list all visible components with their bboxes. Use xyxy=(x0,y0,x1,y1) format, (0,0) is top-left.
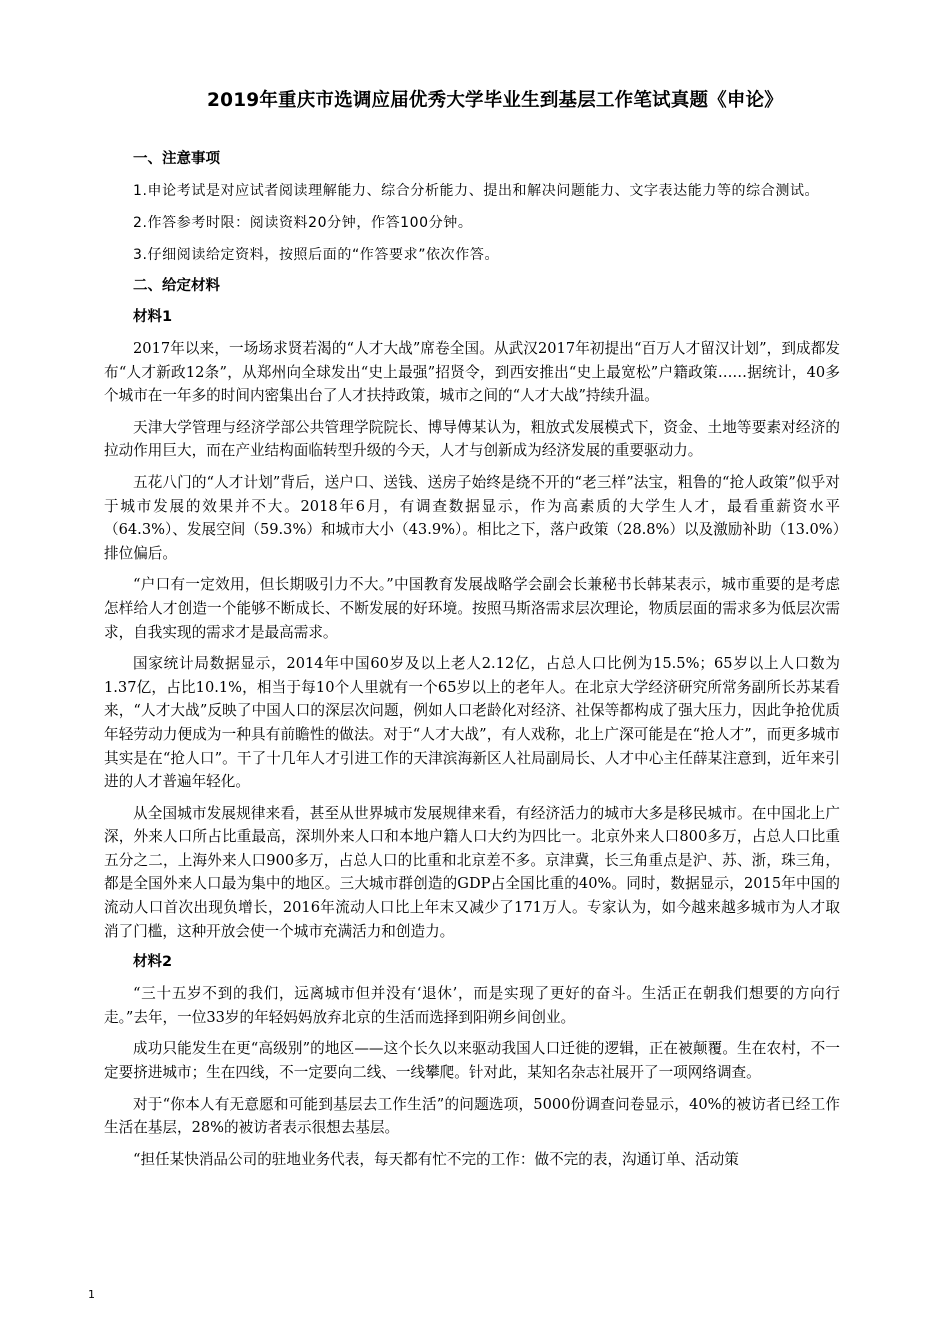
material1-paragraph: 五花八门的“人才计划”背后，送户口、送钱、送房子始终是绕不开的“老三样”法宝，粗鲁的“抢人政策”似乎对于城市发展的效果并不大。2018年6月，有调查数据显示，作为高素质的大学生人才，最看重薪资水平（64.3%）、发展空间（59.3%）和城市大小（43.9%）。相比之下，落户政策（28.8%）以及激励补助（13.0%）排位偏后。 xyxy=(104,473,840,562)
material2-paragraph: 对于“你本人有无意愿和可能到基层去工作生活”的问题选项，5000份调查问卷显示，40%的被访者已经工作生活在基层，28%的被访者表示很想去基层。 xyxy=(104,1095,840,1137)
material-heading-2: 材料2 xyxy=(133,954,173,971)
note-item: 1.申论考试是对应试者阅读理解能力、综合分析能力、提出和解决问题能力、文字表达能力等的综合测试。 xyxy=(133,183,820,199)
note-item: 3.仔细阅读给定资料，按照后面的“作答要求”依次作答。 xyxy=(133,247,500,263)
material-heading-1: 材料1 xyxy=(133,309,173,325)
section-heading-notes: 一、注意事项 xyxy=(133,151,220,167)
section-heading-materials: 二、给定材料 xyxy=(133,278,220,294)
material1-paragraph: 从全国城市发展规律来看，甚至从世界城市发展规律来看，有经济活力的城市大多是移民城市。在中国北上广深，外来人口所占比重最高，深圳外来人口和本地户籍人口大约为四比一。北京外来人口800多万，占总人口比重五分之二，上海外来人口900多万，占总人口的比重和北京差不多。京津冀，长三角重点是沪、苏、浙，珠三角，都是全国外来人口最为集中的地区。三大城市群创造的GDP占全国比重的40%。同时，数据显示，2015年中国的流动人口首次出现负增长，2016年流动人口比上年末又减少了171万人。专家认为，如今越来越多城市为人才取消了门槛，这种开放会使一个城市充满活力和创造力。 xyxy=(104,804,840,940)
material1-paragraph: 2017年以来，一场场求贤若渴的“人才大战”席卷全国。从武汉2017年初提出“百万人才留汉计划”，到成都发布“人才新政12条”，从郑州向全球发出“史上最强”招贤令，到西安推出“史上最宽松”户籍政策……据统计，40多个城市在一年多的时间内密集出台了人才扶持政策，城市之间的“人才大战”持续升温。 xyxy=(104,340,840,405)
document-body xyxy=(104,148,840,1179)
page-number: 1 xyxy=(88,1288,95,1301)
material2-paragraph: “三十五岁不到的我们，远离城市但并没有‘退休’，而是实现了更好的奋斗。生活正在朝我们想要的方向行走。”去年，一位33岁的年轻妈妈放弃北京的生活而选择到阳朔乡间创业。 xyxy=(104,985,840,1026)
material1-paragraph: “户口有一定效用，但长期吸引力不大。”中国教育发展战略学会副会长兼秘书长韩某表示，城市重要的是考虑怎样给人才创造一个能够不断成长、不断发展的好环境。按照马斯洛需求层次理论，物质层面的需求多为低层次需求，自我实现的需求才是最高需求。 xyxy=(104,576,840,641)
document-title: 2019年重庆市选调应届优秀大学毕业生到基层工作笔试真题《申论》 xyxy=(207,90,783,111)
material2-paragraph: “担任某快消品公司的驻地业务代表，每天都有忙不完的工作：做不完的表，沟通订单、活动策 xyxy=(133,1150,739,1168)
note-item: 2.作答参考时限：阅读资料20分钟，作答100分钟。 xyxy=(133,215,473,231)
material1-paragraph: 国家统计局数据显示，2014年中国60岁及以上老人2.12亿，占总人口比例为15.5%；65岁以上人口数为1.37亿，占比10.1%，相当于每10个人里就有一个65岁以上的老年人。在北京大学经济研究所常务副所长苏某看来，“人才大战”反映了中国人口的深层次问题，例如人口老龄化对经济、社保等都构成了强大压力，因此争抢优质年轻劳动力便成为一种具有前瞻性的做法。对于“人才大战”，有人戏称，北上广深可能是在“抢人才”，而更多城市其实是在“抢人口”。干了十几年人才引进工作的天津滨海新区人社局副局长、人才中心主任薛某注意到，近年来引进的人才普遍年轻化。 xyxy=(104,655,840,791)
material1-paragraph: 天津大学管理与经济学部公共管理学院院长、博导傅某认为，粗放式发展模式下，资金、土地等要素对经济的拉动作用巨大，而在产业结构面临转型升级的今天，人才与创新成为经济发展的重要驱动力。 xyxy=(104,418,840,460)
material2-paragraph: 成功只能发生在更“高级别”的地区——这个长久以来驱动我国人口迁徙的逻辑，正在被颠覆。生在农村，不一定要挤进城市；生在四线，不一定要向二线、一线攀爬。针对此，某知名杂志社展开了一项网络调查。 xyxy=(104,1040,840,1082)
